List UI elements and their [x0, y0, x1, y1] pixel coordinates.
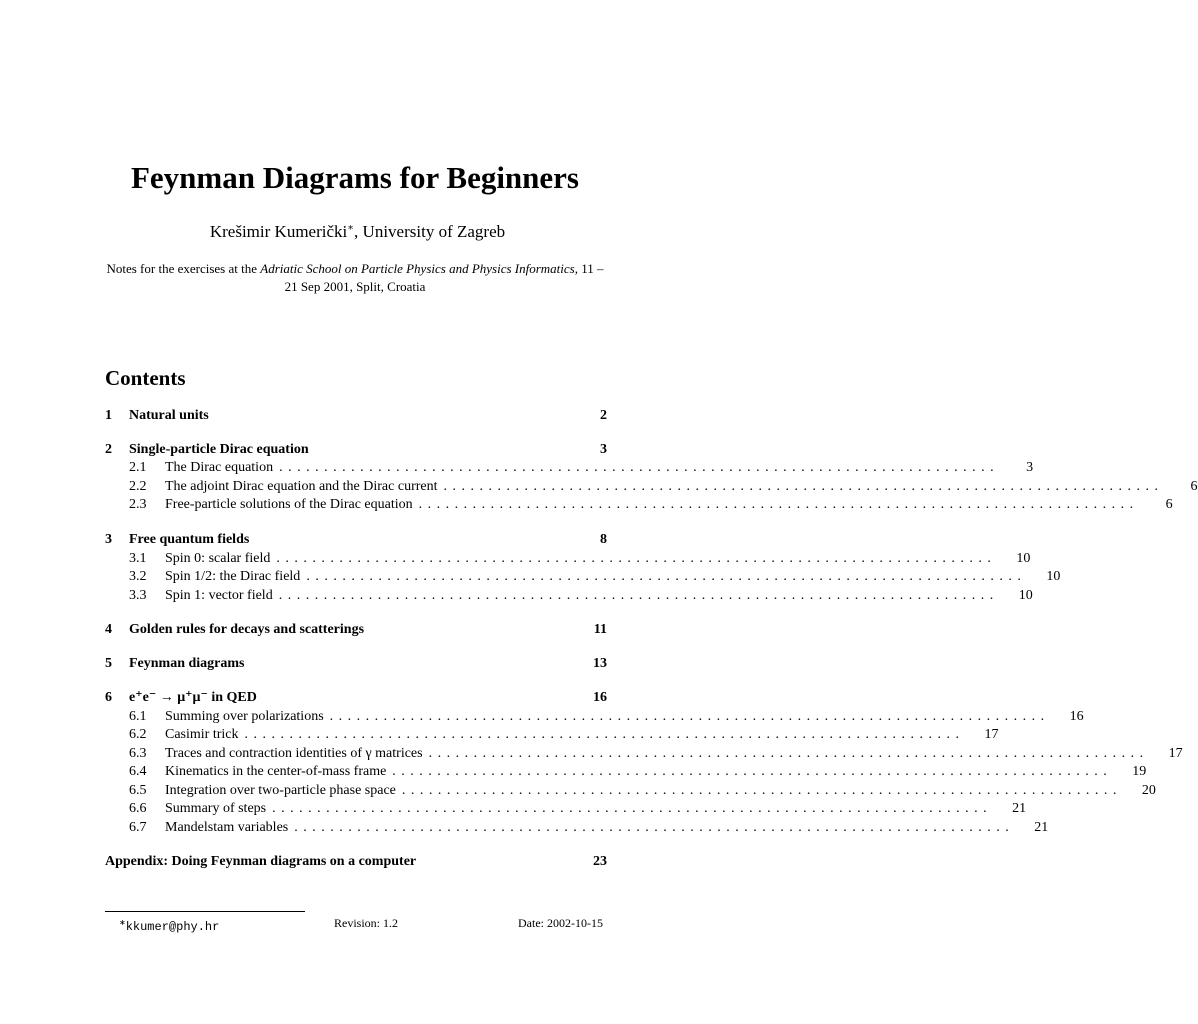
toc-number: 3.2: [129, 569, 147, 584]
revision-label: Revision: 1.2: [334, 916, 399, 930]
contents-heading: Contents: [105, 366, 186, 390]
toc-subsection-row[interactable]: [105, 459, 1034, 477]
toc-leader-dots: ................................................................................: [244, 727, 965, 742]
toc-label: Summary of steps: [165, 801, 267, 816]
toc-page-number: 20: [1141, 783, 1156, 798]
toc-page-number: 3: [600, 442, 607, 457]
toc-page-number: 10: [1016, 551, 1031, 566]
footnote-email: kkumer@phy.hr: [125, 920, 220, 934]
toc-label: Spin 0: scalar field: [165, 551, 271, 566]
toc-leader-dots: ................................................................................: [278, 588, 999, 603]
toc-subsection-row[interactable]: [105, 496, 1173, 514]
footnote-rule: [105, 911, 305, 912]
toc-leader-dots: ................................................................................: [401, 783, 1122, 798]
notes-prefix: Notes for the exercises at the: [106, 261, 261, 276]
toc-label: Appendix: Doing Feynman diagrams on a computer: [105, 854, 417, 869]
toc-label: Single-particle Dirac equation: [129, 442, 309, 457]
page-footer: [105, 914, 607, 932]
document-title: Feynman Diagrams for Beginners: [130, 160, 580, 195]
table-of-contents: [105, 0, 1198, 1024]
toc-label: Free-particle solutions of the Dirac equation: [165, 497, 413, 512]
toc-subsection-row[interactable]: [105, 587, 1033, 605]
toc-page-number: 10: [1018, 588, 1033, 603]
date-label: Date: 2002-10-15: [518, 916, 603, 930]
toc-number: 3: [105, 532, 112, 547]
toc-number: 6.7: [129, 820, 147, 835]
toc-section-row[interactable]: [105, 441, 607, 459]
toc-leader-dots: ................................................................................: [428, 746, 1149, 761]
toc-number: 6.3: [129, 746, 147, 761]
toc-subsection-row[interactable]: [105, 708, 1084, 726]
toc-page-number: 11: [593, 622, 607, 637]
toc-label: Spin 1/2: the Dirac field: [165, 569, 301, 584]
toc-label: Feynman diagrams: [129, 656, 245, 671]
toc-leader-dots: ................................................................................: [294, 820, 1015, 835]
author-affiliation: , University of Zagreb: [354, 222, 506, 241]
toc-subsection-row[interactable]: [105, 550, 1031, 568]
toc-page-number: 6: [1190, 479, 1198, 494]
toc-section-row[interactable]: [105, 621, 607, 639]
toc-page-number: 17: [984, 727, 999, 742]
toc-subsection-row[interactable]: [105, 726, 999, 744]
toc-label: Traces and contraction identities of γ matrices: [165, 746, 423, 761]
toc-label: Summing over polarizations: [165, 709, 324, 724]
toc-page-number: 19: [1132, 764, 1147, 779]
toc-leader-dots: ................................................................................: [279, 460, 1000, 475]
toc-leader-dots: ................................................................................: [276, 551, 997, 566]
toc-section-row[interactable]: [105, 531, 607, 549]
toc-subsection-row[interactable]: [105, 478, 1198, 496]
toc-label: Golden rules for decays and scatterings: [129, 622, 365, 637]
toc-number: 6.1: [129, 709, 147, 724]
toc-page-number: 8: [600, 532, 607, 547]
toc-section-row[interactable]: [105, 407, 607, 425]
notes-suffix: , 11 – 21 Sep 2001, Split, Croatia: [284, 261, 604, 294]
toc-number: 1: [105, 408, 112, 423]
toc-number: 2.3: [129, 497, 147, 512]
toc-subsection-row[interactable]: [105, 568, 1061, 586]
toc-leader-dots: ................................................................................: [418, 497, 1139, 512]
toc-subsection-row[interactable]: [105, 800, 1027, 818]
notes-school: Adriatic School on Particle Physics and Physics Informatics: [260, 261, 575, 276]
toc-number: 2: [105, 442, 112, 457]
toc-section-row[interactable]: [105, 853, 607, 871]
toc-number: 3.1: [129, 551, 147, 566]
footnote: [119, 914, 219, 936]
toc-number: 2.2: [129, 479, 147, 494]
toc-subsection-row[interactable]: [105, 819, 1049, 837]
footnote-mark: ∗: [119, 918, 126, 927]
toc-leader-dots: ................................................................................: [443, 479, 1164, 494]
toc-label: e⁺e⁻ → μ⁺μ⁻ in QED: [129, 690, 257, 705]
toc-page-number: 16: [1069, 709, 1084, 724]
toc-section-row[interactable]: [105, 689, 607, 707]
toc-number: 2.1: [129, 460, 147, 475]
toc-leader-dots: ................................................................................: [306, 569, 1027, 584]
toc-label: Spin 1: vector field: [165, 588, 273, 603]
toc-page-number: 10: [1046, 569, 1061, 584]
toc-label: The adjoint Dirac equation and the Dirac current: [165, 479, 438, 494]
toc-leader-dots: ................................................................................: [272, 801, 993, 816]
toc-page-number: 17: [1168, 746, 1183, 761]
toc-section-row[interactable]: [105, 655, 607, 673]
toc-leader-dots: ................................................................................: [392, 764, 1113, 779]
toc-number: 6: [105, 690, 112, 705]
toc-label: Kinematics in the center-of-mass frame: [165, 764, 387, 779]
toc-page-number: 3: [1026, 460, 1034, 475]
toc-number: 6.4: [129, 764, 147, 779]
toc-label: Free quantum fields: [129, 532, 250, 547]
toc-number: 3.3: [129, 588, 147, 603]
toc-subsection-row[interactable]: [105, 763, 1147, 781]
toc-page-number: 21: [1034, 820, 1049, 835]
toc-subsection-row[interactable]: [105, 782, 1156, 800]
toc-number: 6.2: [129, 727, 147, 742]
author-footnote-mark: ∗: [347, 222, 355, 234]
toc-label: Integration over two-particle phase space: [165, 783, 396, 798]
toc-number: 4: [105, 622, 112, 637]
toc-subsection-row[interactable]: [105, 745, 1183, 763]
toc-label: Mandelstam variables: [165, 820, 289, 835]
toc-page-number: 23: [593, 854, 607, 869]
toc-page-number: 21: [1012, 801, 1027, 816]
toc-number: 6.6: [129, 801, 147, 816]
toc-number: 5: [105, 656, 112, 671]
toc-page-number: 6: [1165, 497, 1173, 512]
toc-page-number: 2: [600, 408, 607, 423]
toc-leader-dots: ................................................................................: [329, 709, 1050, 724]
toc-page-number: 16: [593, 690, 607, 705]
toc-page-number: 13: [593, 656, 607, 671]
toc-label: The Dirac equation: [165, 460, 274, 475]
author-name: Krešimir Kumerički: [209, 222, 348, 241]
toc-number: 6.5: [129, 783, 147, 798]
toc-label: Casimir trick: [165, 727, 239, 742]
toc-label: Natural units: [129, 408, 209, 423]
